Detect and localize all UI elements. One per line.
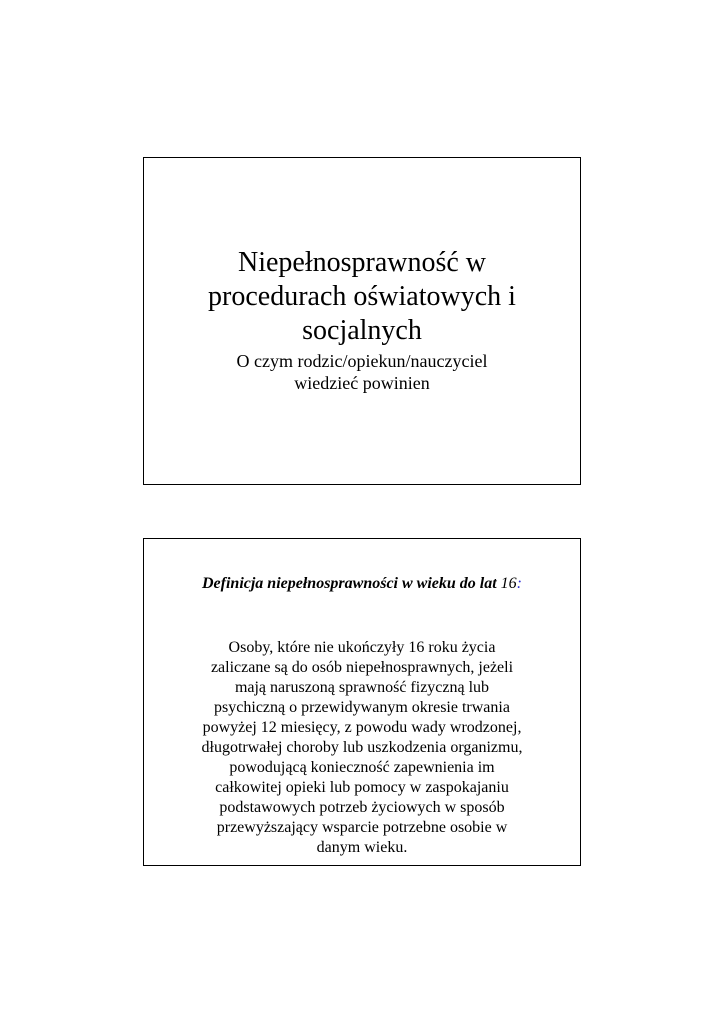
body-line: całkowitej opieki lub pomocy w zaspokajaniu — [215, 779, 509, 796]
body-line: mają naruszoną sprawność fizyczną lub — [234, 679, 490, 696]
heading-text: Definicja niepełnosprawności w wieku do lat — [201, 575, 501, 592]
body-line: powodującą konieczność zapewnienia im — [229, 759, 495, 776]
heading-age-number: 16 — [500, 575, 517, 592]
title-line: socjalnych — [302, 315, 422, 346]
body-line: zaliczane są do osób niepełnosprawnych, jeżeli — [210, 659, 514, 676]
body-line: psychiczną o przewidywanym okresie trwania — [214, 699, 510, 716]
body-line: przewyższający wsparcie potrzebne osobie w — [216, 819, 508, 836]
body-line: Osoby, które nie ukończyły 16 roku życia — [228, 639, 496, 656]
heading-colon: : — [516, 575, 522, 592]
body-line: powyżej 12 miesięcy, z powodu wady wrodzonej, — [202, 719, 522, 736]
definition-body — [144, 638, 580, 858]
body-line: długotrwałej choroby lub uszkodzenia organizmu, — [201, 739, 523, 756]
body-line: danym wieku. — [316, 839, 408, 856]
definition-heading — [144, 574, 580, 594]
subtitle-line: wiedzieć powinien — [294, 373, 430, 393]
definition-slide — [143, 538, 581, 866]
title-line: procedurach oświatowych i — [208, 281, 516, 312]
subtitle-line: O czym rodzic/opiekun/nauczyciel — [236, 351, 488, 371]
slide-subtitle — [144, 350, 580, 394]
title-slide — [143, 157, 581, 485]
title-line: Niepełnosprawność w — [237, 247, 487, 278]
body-line: podstawowych potrzeb życiowych w sposób — [219, 799, 505, 816]
slide-title — [144, 246, 580, 348]
